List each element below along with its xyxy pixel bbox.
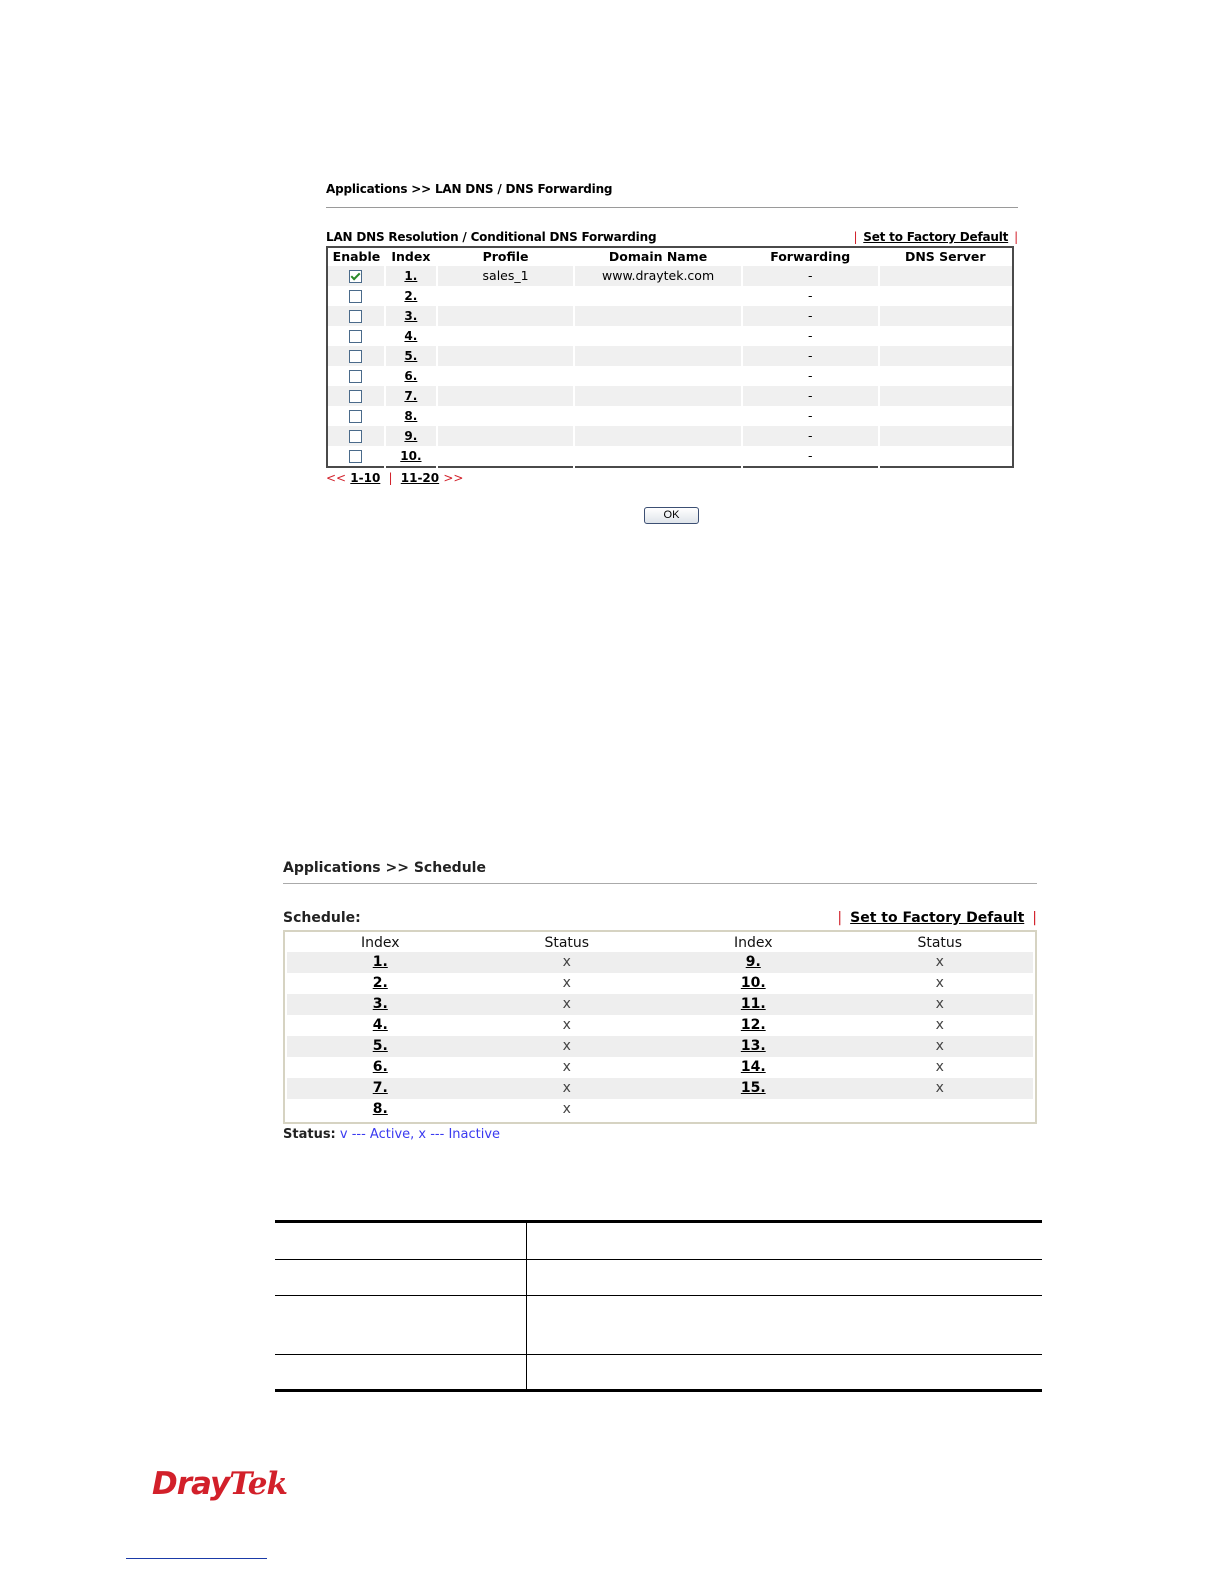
dns-table	[326, 246, 1014, 468]
domain-name-cell: www.draytek.com	[574, 266, 742, 286]
forwarding-cell: -	[742, 386, 879, 406]
forwarding-cell: -	[742, 306, 879, 326]
status-cell: x	[562, 1017, 571, 1033]
schedule-index-link[interactable]: 15.	[740, 1080, 766, 1096]
domain-name-cell	[574, 286, 742, 306]
profile-cell	[437, 326, 574, 346]
dns-server-cell	[879, 326, 1013, 346]
status-cell: x	[935, 975, 944, 991]
profile-cell	[437, 406, 574, 426]
table-header-row	[327, 247, 1013, 266]
column-header-index: Index	[733, 935, 773, 951]
schedule-index-link[interactable]: 8.	[372, 1101, 388, 1117]
profile-cell	[437, 346, 574, 366]
forwarding-cell: -	[742, 346, 879, 366]
index-cell	[385, 306, 437, 326]
index-cell	[385, 366, 437, 386]
enable-cell	[327, 326, 385, 346]
column-header-dns-server: DNS Server	[904, 249, 986, 264]
table-row	[327, 326, 1013, 346]
schedule-index-link[interactable]: 11.	[740, 996, 766, 1012]
status-cell: x	[562, 975, 571, 991]
domain-name-cell	[574, 406, 742, 426]
logo-text-tek: Tek	[229, 1466, 287, 1502]
column-header-forwarding: Forwarding	[770, 249, 851, 264]
status-cell: x	[562, 1059, 571, 1075]
domain-name-cell	[574, 346, 742, 366]
table-row	[287, 1015, 1033, 1036]
forwarding-cell: -	[742, 366, 879, 386]
profile-cell: sales_1	[437, 266, 574, 286]
index-cell	[287, 1015, 474, 1036]
index-cell	[660, 973, 847, 994]
enable-cell	[327, 286, 385, 306]
pagination	[326, 470, 1020, 486]
domain-name-cell	[574, 446, 742, 467]
schedule-index-link[interactable]: 5.	[372, 1038, 388, 1054]
separator: |	[853, 230, 858, 244]
table-row	[287, 1078, 1033, 1099]
domain-name-cell	[574, 306, 742, 326]
enable-cell	[327, 266, 385, 286]
index-link[interactable]: 1.	[404, 269, 418, 283]
divider	[283, 883, 1037, 884]
forwarding-cell: -	[742, 446, 879, 467]
enable-checkbox[interactable]	[349, 450, 362, 463]
dns-server-cell	[879, 346, 1013, 366]
dns-server-cell	[879, 386, 1013, 406]
forwarding-cell: -	[742, 326, 879, 346]
table-header-row	[287, 934, 1033, 952]
forwarding-cell: -	[742, 286, 879, 306]
description-table	[275, 1220, 1042, 1392]
table-row	[275, 1355, 1042, 1391]
schedule-index-link[interactable]: 7.	[372, 1080, 388, 1096]
enable-cell	[327, 446, 385, 467]
profile-cell	[437, 446, 574, 467]
column-header-enable: Enable	[332, 249, 381, 264]
profile-cell	[437, 306, 574, 326]
next-page[interactable]: >>	[443, 471, 464, 485]
table-row	[327, 386, 1013, 406]
index-cell	[660, 952, 847, 973]
status-cell: x	[847, 1078, 1034, 1099]
status-cell: x	[847, 952, 1034, 973]
index-link[interactable]: 3.	[404, 309, 418, 323]
schedule-table	[287, 934, 1033, 1120]
index-cell	[287, 952, 474, 973]
schedule-panel	[283, 858, 1039, 1144]
table-row	[287, 1057, 1033, 1078]
profile-cell	[437, 366, 574, 386]
dns-server-cell	[879, 406, 1013, 426]
index-cell	[385, 426, 437, 446]
index-link[interactable]: 9.	[404, 429, 418, 443]
status-cell: x	[474, 952, 661, 973]
status-legend	[283, 1126, 1039, 1144]
domain-name-cell	[574, 366, 742, 386]
column-header-profile: Profile	[482, 249, 529, 264]
status-cell: x	[935, 1059, 944, 1075]
schedule-index-link[interactable]: 3.	[372, 996, 388, 1012]
table-row	[327, 306, 1013, 326]
column-header-domain-name: Domain Name	[608, 249, 708, 264]
dns-server-cell	[879, 446, 1013, 467]
schedule-index-link[interactable]: 1.	[372, 954, 388, 970]
separator: |	[837, 910, 843, 926]
table-row	[287, 1099, 1033, 1120]
prev-page[interactable]: <<	[326, 471, 347, 485]
set-to-factory-default-link[interactable]: Set to Factory Default	[863, 230, 1009, 244]
breadcrumb: Applications >> Schedule	[283, 860, 486, 876]
forwarding-cell: -	[742, 426, 879, 446]
status-cell: x	[474, 994, 661, 1015]
column-header-index: Index	[391, 249, 431, 264]
profile-cell	[437, 386, 574, 406]
index-cell	[385, 266, 437, 286]
separator: |	[1032, 910, 1037, 926]
dns-server-cell	[879, 426, 1013, 446]
enable-checkbox[interactable]	[349, 430, 362, 443]
column-header-status: Status	[917, 935, 963, 951]
index-cell	[287, 1036, 474, 1057]
enable-cell	[327, 366, 385, 386]
schedule-index-link[interactable]: 9.	[745, 954, 761, 970]
dns-server-cell	[879, 286, 1013, 306]
enable-cell	[327, 426, 385, 446]
page-link-11-20[interactable]: 11-20	[400, 471, 440, 485]
table-row	[327, 286, 1013, 306]
table-row	[275, 1222, 1042, 1260]
status-cell	[847, 1099, 1034, 1120]
divider	[326, 207, 1018, 208]
factory-default-group	[829, 909, 1037, 927]
set-to-factory-default-link[interactable]: Set to Factory Default	[850, 910, 1025, 926]
column-header-status: Status	[544, 935, 590, 951]
enable-checkbox[interactable]	[349, 350, 362, 363]
index-cell	[385, 446, 437, 467]
legend-text: v --- Active, x --- Inactive	[339, 1127, 501, 1142]
breadcrumb: Applications >> LAN DNS / DNS Forwarding	[326, 182, 613, 196]
section-title: LAN DNS Resolution / Conditional DNS Forwarding	[326, 230, 657, 244]
table-row	[287, 1036, 1033, 1057]
column-header-index: Index	[360, 935, 400, 951]
profile-cell	[437, 426, 574, 446]
domain-name-cell	[574, 386, 742, 406]
schedule-index-link[interactable]: 10.	[740, 975, 766, 991]
forwarding-cell: -	[742, 266, 879, 286]
enable-checkbox[interactable]	[349, 410, 362, 423]
section-header	[326, 230, 1020, 244]
section-title: Schedule:	[283, 910, 361, 926]
index-link[interactable]: 4.	[404, 329, 418, 343]
index-cell	[385, 346, 437, 366]
factory-default-group	[847, 230, 1018, 244]
status-cell: x	[847, 994, 1034, 1015]
logo-text-dray: Dray	[152, 1466, 230, 1502]
table-row	[275, 1260, 1042, 1296]
index-link[interactable]: 7.	[404, 389, 418, 403]
ok-button[interactable]: OK	[644, 507, 699, 524]
table-row	[287, 973, 1033, 994]
index-link[interactable]: 10.	[400, 449, 422, 463]
enable-checkbox[interactable]	[349, 330, 362, 343]
index-cell	[287, 1099, 474, 1120]
separator: |	[388, 471, 393, 485]
table-row	[327, 406, 1013, 426]
enable-checkbox[interactable]	[349, 370, 362, 383]
page-link-1-10[interactable]: 1-10	[350, 471, 381, 485]
table-row	[275, 1296, 1042, 1355]
index-link[interactable]: 6.	[404, 369, 418, 383]
table-row	[327, 426, 1013, 446]
enable-cell	[327, 386, 385, 406]
domain-name-cell	[574, 426, 742, 446]
dns-forwarding-panel	[326, 180, 1020, 521]
table-row	[327, 266, 1013, 286]
legend-label: Status:	[283, 1127, 336, 1142]
index-cell	[385, 286, 437, 306]
dns-server-cell	[879, 366, 1013, 386]
index-cell	[660, 1057, 847, 1078]
schedule-index-link[interactable]: 4.	[372, 1017, 388, 1033]
enable-checkbox[interactable]	[349, 310, 362, 323]
index-cell	[287, 994, 474, 1015]
footer-divider	[126, 1558, 267, 1559]
schedule-index-link[interactable]: 14.	[740, 1059, 766, 1075]
index-link[interactable]: 8.	[404, 409, 418, 423]
schedule-index-link[interactable]: 2.	[372, 975, 388, 991]
table-row	[327, 346, 1013, 366]
index-cell	[660, 1015, 847, 1036]
table-row	[287, 952, 1033, 973]
status-cell: x	[847, 1036, 1034, 1057]
enable-cell	[327, 306, 385, 326]
index-cell	[660, 1036, 847, 1057]
enable-checkbox[interactable]	[349, 270, 362, 283]
schedule-index-link[interactable]: 6.	[372, 1059, 388, 1075]
domain-name-cell	[574, 326, 742, 346]
forwarding-cell: -	[742, 406, 879, 426]
schedule-table-frame	[283, 930, 1037, 1124]
index-cell	[385, 386, 437, 406]
separator: |	[1014, 230, 1018, 244]
index-cell	[287, 1057, 474, 1078]
index-link[interactable]: 5.	[404, 349, 418, 363]
draytek-logo	[152, 1466, 287, 1502]
schedule-index-link[interactable]: 12.	[740, 1017, 766, 1033]
status-cell: x	[935, 1017, 944, 1033]
table-row	[287, 994, 1033, 1015]
table-row	[327, 366, 1013, 386]
dns-server-cell	[879, 266, 1013, 286]
profile-cell	[437, 286, 574, 306]
enable-cell	[327, 406, 385, 426]
index-cell	[660, 1078, 847, 1099]
index-cell	[660, 1099, 847, 1120]
index-cell	[287, 1078, 474, 1099]
index-cell	[385, 326, 437, 346]
table-row	[327, 446, 1013, 467]
section-header	[283, 909, 1039, 927]
status-cell: x	[562, 1101, 571, 1117]
index-cell	[660, 994, 847, 1015]
enable-checkbox[interactable]	[349, 390, 362, 403]
dns-server-cell	[879, 306, 1013, 326]
enable-checkbox[interactable]	[349, 290, 362, 303]
schedule-index-link[interactable]: 13.	[740, 1038, 766, 1054]
status-cell: x	[474, 1036, 661, 1057]
enable-cell	[327, 346, 385, 366]
index-cell	[287, 973, 474, 994]
index-cell	[385, 406, 437, 426]
index-link[interactable]: 2.	[404, 289, 418, 303]
status-cell: x	[474, 1078, 661, 1099]
